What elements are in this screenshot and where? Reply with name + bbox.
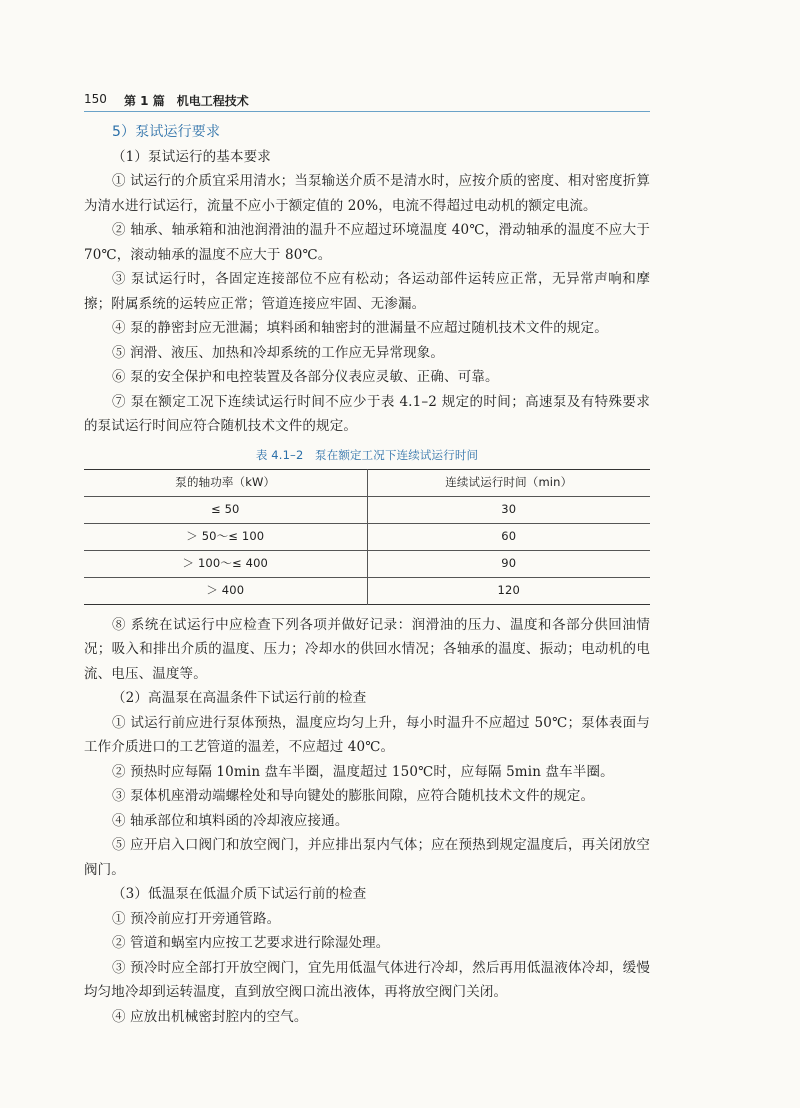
paragraph: ⑧ 系统在试运行中应检查下列各项并做好记录：润滑油的压力、温度和各部分供回油情况；吸入和排出介质的温度、压力；冷却水的供回水情况；各轴承的温度、振动；电动机的电流、电压、温度等。 [84, 616, 650, 682]
paragraph: ③ 泵体机座滑动端螺栓处和导向键处的膨胀间隙，应符合随机技术文件的规定。 [112, 788, 595, 804]
table-cell: ＞ 100～≤ 400 [84, 550, 367, 577]
table-row [84, 496, 650, 523]
paragraph: ② 预热时应每隔 10min 盘车半圈，温度超过 150℃时，应每隔 5min 盘车半圈。 [112, 763, 614, 780]
table-cell: 30 [367, 496, 650, 523]
paragraph: ② 轴承、轴承箱和油池润滑油的温升不应超过环境温度 40℃，滑动轴承的温度不应大于 70℃，滚动轴承的温度不应大于 80℃。 [84, 222, 650, 263]
table-cell: ≤ 50 [84, 496, 367, 523]
paragraph: ② 管道和蜗室内应按工艺要求进行除湿处理。 [112, 935, 390, 951]
table-cell: 120 [497, 583, 520, 598]
paragraph: ④ 泵的静密封应无泄漏；填料函和轴密封的泄漏量不应超过随机技术文件的规定。 [112, 320, 608, 336]
table-cell: ＞ 50～≤ 100 [84, 523, 367, 550]
paragraph: ④ 应放出机械密封腔内的空气。 [112, 1008, 308, 1025]
table-row [84, 577, 650, 604]
page-body [84, 120, 650, 1029]
run-time-table [84, 469, 650, 605]
table-cell: ＞ 400 [84, 577, 367, 604]
paragraph: ⑤ 应开启入口阀门和放空阀门，并应排出泵内气体；应在预热到规定温度后，再关闭放空阀门。 [84, 837, 650, 878]
page-number: 150 [84, 92, 107, 106]
section-title: 5）泵试运行要求 [112, 124, 221, 140]
paragraph: ③ 泵试运行时，各固定连接部位不应有松动；各运动部件运转应正常，无异常声响和摩擦；附属系统的运转应正常；管道连接应牢固、无渗漏。 [84, 271, 650, 312]
header-rule [84, 111, 650, 112]
paragraph: ③ 预冷时应全部打开放空阀门，宜先用低温气体进行冷却，然后再用低温液体冷却，缓慢均匀地冷却到运转温度，直到放空阀口流出液体，再将放空阀门关闭。 [84, 959, 650, 1000]
paragraph: ⑤ 润滑、液压、加热和冷却系统的工作应无异常现象。 [112, 344, 445, 361]
table-header-row [84, 469, 650, 496]
paragraph: ① 试运行前应进行泵体预热，温度应均匀上升，每小时温升不应超过 50℃；泵体表面与工作介质进口的工艺管道的温差，不应超过 40℃。 [84, 714, 650, 755]
paragraph: ① 预冷前应打开旁通管路。 [112, 910, 281, 927]
paragraph: ④ 轴承部位和填料函的冷却液应接通。 [112, 812, 349, 829]
column-header: 泵的轴功率（kW） [84, 469, 367, 496]
table-row [84, 523, 650, 550]
table-row [84, 550, 650, 577]
table-cell: 90 [367, 550, 650, 577]
table-cell: 60 [367, 523, 650, 550]
running-header [84, 92, 650, 112]
paragraph: ⑦ 泵在额定工况下连续试运行时间不应少于表 4.1–2 规定的时间；高速泵及有特殊要求的泵试运行时间应符合随机技术文件的规定。 [84, 393, 650, 434]
column-header: 连续试运行时间（min） [367, 469, 650, 496]
paragraph: ⑥ 泵的安全保护和电控装置及各部分仪表应灵敏、正确、可靠。 [112, 369, 499, 385]
subheading-3: （3）低温泵在低温介质下试运行前的检查 [112, 886, 367, 902]
subheading-1: （1）泵试运行的基本要求 [112, 148, 271, 165]
paragraph: ① 试运行的介质宜采用清水；当泵输送介质不是清水时，应按介质的密度、相对密度折算为清水进行试运行，流量不应小于额定值的 20%，电流不得超过电动机的额定电流。 [84, 173, 650, 214]
subheading-2: （2）高温泵在高温条件下试运行前的检查 [112, 690, 367, 706]
chapter-title: 第 1 篇 机电工程技术 [124, 94, 249, 108]
table-caption: 表 4.1–2 泵在额定工况下连续试运行时间 [255, 447, 479, 462]
